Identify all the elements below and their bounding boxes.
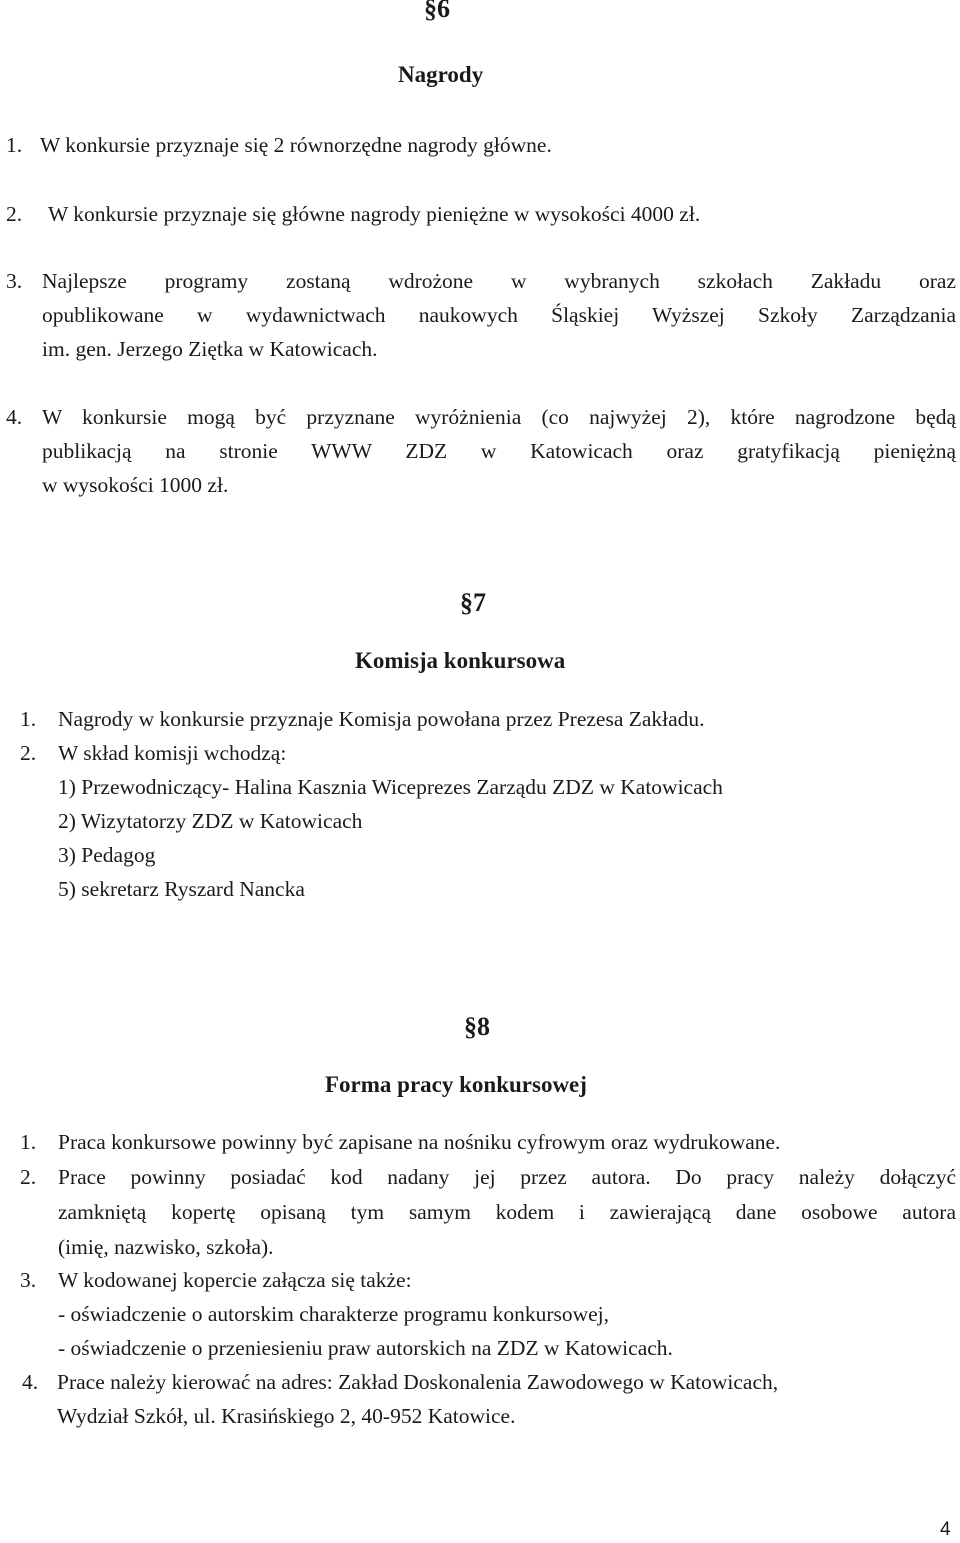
s8-item-1-text: Praca konkursowe powinny być zapisane na nośniku cyfrowym oraz wydrukowane. <box>58 1130 781 1154</box>
s6-item-4-line-2: publikacją na stronie WWW ZDZ w Katowicach oraz gratyfikacją pieniężną <box>42 439 956 463</box>
s6-item-1-number: 1. <box>6 133 23 157</box>
s7-member-3: 3) Pedagog <box>58 843 156 867</box>
s6-item-3-number: 3. <box>6 269 23 293</box>
section-6-number: §6 <box>424 0 450 23</box>
s7-item-2-number: 2. <box>20 741 37 765</box>
s6-item-4-line-1: W konkursie mogą być przyznane wyróżnienia (co najwyżej 2), które nagrodzone będą <box>42 405 956 429</box>
s8-item-3-line-1: W kodowanej kopercie załącza się także: <box>58 1268 412 1292</box>
s7-item-1-number: 1. <box>20 707 37 731</box>
section-6-title: Nagrody <box>398 62 484 87</box>
s7-member-4: 5) sekretarz Ryszard Nancka <box>58 877 305 901</box>
s8-item-1-number: 1. <box>20 1130 37 1154</box>
s6-item-3-line-1: Najlepsze programy zostaną wdrożone w wybranych szkołach Zakładu oraz <box>42 269 956 293</box>
s6-item-2-number: 2. <box>6 202 23 226</box>
s6-item-1-text: W konkursie przyznaje się 2 równorzędne nagrody główne. <box>40 133 552 157</box>
s8-item-3-line-2: - oświadczenie o autorskim charakterze programu konkursowej, <box>58 1302 610 1326</box>
s7-member-1: 1) Przewodniczący- Halina Kasznia Wiceprezes Zarządu ZDZ w Katowicach <box>58 775 723 799</box>
section-7-number: §7 <box>460 588 486 617</box>
page-number: 4 <box>940 1519 951 1540</box>
s8-item-3-number: 3. <box>20 1268 37 1292</box>
s8-item-2-line-3: (imię, nazwisko, szkoła). <box>58 1235 274 1259</box>
s6-item-3-line-2: opublikowane w wydawnictwach naukowych Śląskiej Wyższej Szkoły Zarządzania <box>42 303 956 327</box>
s8-item-4-line-2: Wydział Szkół, ul. Krasińskiego 2, 40-952 Katowice. <box>57 1404 516 1428</box>
s7-item-1-text: Nagrody w konkursie przyznaje Komisja powołana przez Prezesa Zakładu. <box>58 707 705 731</box>
section-8-number: §8 <box>464 1012 490 1041</box>
section-8-title: Forma pracy konkursowej <box>325 1072 587 1097</box>
s8-item-2-line-2: zamkniętą kopertę opisaną tym samym kodem i zawierającą dane osobowe autora <box>58 1200 956 1224</box>
s6-item-3-line-3: im. gen. Jerzego Ziętka w Katowicach. <box>42 337 378 361</box>
s8-item-2-line-1: Prace powinny posiadać kod nadany jej przez autora. Do pracy należy dołączyć <box>58 1165 956 1189</box>
s8-item-3-line-3: - oświadczenie o przeniesieniu praw autorskich na ZDZ w Katowicach. <box>58 1336 673 1360</box>
section-7-title: Komisja konkursowa <box>355 648 566 673</box>
s7-member-2: 2) Wizytatorzy ZDZ w Katowicach <box>58 809 363 833</box>
s6-item-4-line-3: w wysokości 1000 zł. <box>42 473 229 497</box>
s6-item-4-number: 4. <box>6 405 23 429</box>
s8-item-2-number: 2. <box>20 1165 37 1189</box>
s8-item-4-line-1: Prace należy kierować na adres: Zakład Doskonalenia Zawodowego w Katowicach, <box>57 1370 779 1394</box>
s7-item-2-text: W skład komisji wchodzą: <box>58 741 287 765</box>
s8-item-4-number: 4. <box>22 1370 39 1394</box>
s6-item-2-text: W konkursie przyznaje się główne nagrody pieniężne w wysokości 4000 zł. <box>48 202 701 226</box>
